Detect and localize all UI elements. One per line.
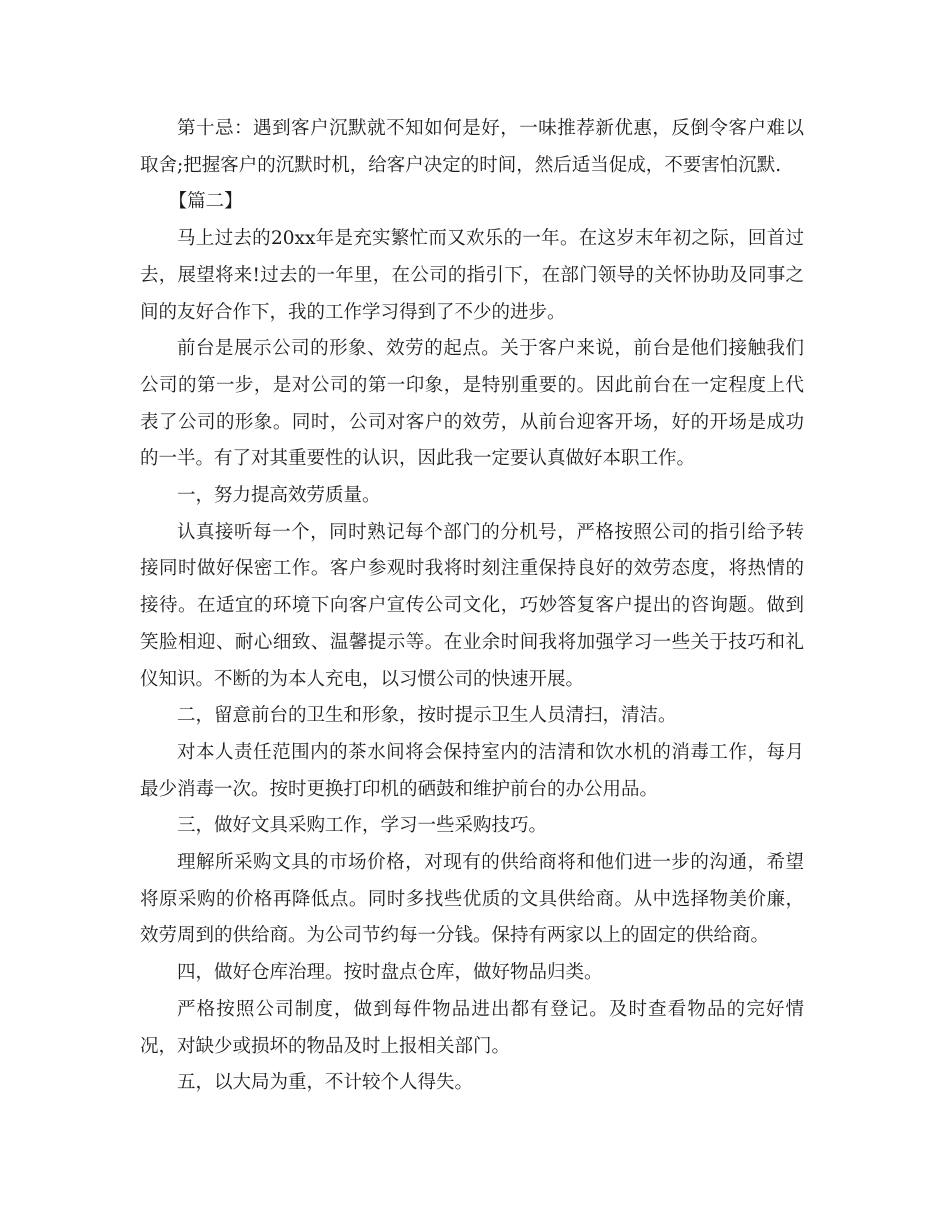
paragraph-purchasing: 理解所采购文具的市场价格，对现有的供给商将和他们进一步的沟通，希望将原采购的价格再降低点。同时多找些优质的文具供给商。从中选择物美价廉，效劳周到的供给商。为公司节约每一分钱。保持有两家以上的固定的供给商。 [140, 852, 804, 947]
document-page [140, 111, 804, 1102]
paragraph-warehouse: 严格按照公司制度，做到每件物品进出都有登记。及时查看物品的完好情况，对缺少或损坏的物品及时上报相关部门。 [140, 998, 804, 1057]
paragraph-hygiene: 对本人责任范围内的茶水间将会保持室内的洁清和饮水机的消毒工作，每月最少消毒一次。按时更换打印机的硒鼓和维护前台的办公用品。 [140, 741, 804, 800]
item-heading-big-picture: 五，以大局为重，不计较个人得失。 [177, 1072, 474, 1094]
item-heading-warehouse: 四，做好仓库治理。按时盘点仓库，做好物品归类。 [177, 962, 603, 984]
paragraph-year-review: 马上过去的20xx年是充实繁忙而又欢乐的一年。在这岁末年初之际，回首过去，展望将来!过去的一年里，在公司的指引下，在部门领导的关怀协助及同事之间的友好合作下，我的工作学习得到了不少的进步。 [140, 228, 804, 323]
item-heading-purchasing: 三，做好文具采购工作，学习一些采购技巧。 [177, 815, 548, 837]
paragraph-service-quality: 认真接听每一个，同时熟记每个部门的分机号，严格按照公司的指引给予转接同时做好保密工作。客户参观时我将时刻注重保持良好的效劳态度，将热情的接待。在适宜的环境下向客户宣传公司文化，巧妙答复客户提出的咨询题。做到笑脸相迎、耐心细致、温馨提示等。在业余时间我将加强学习一些关于技巧和礼仪知识。不断的为本人充电，以习惯公司的快速开展。 [140, 521, 804, 690]
item-heading-hygiene: 二，留意前台的卫生和形象，按时提示卫生人员清扫，清洁。 [177, 705, 677, 727]
item-heading-service-quality: 一，努力提高效劳质量。 [177, 485, 381, 507]
paragraph-front-desk-role: 前台是展示公司的形象、效劳的起点。关于客户来说，前台是他们接触我们公司的第一步，是对公司的第一印象，是特别重要的。因此前台在一定程度上代表了公司的形象。同时，公司对客户的效劳，从前台迎客开场，好的开场是成功的一半。有了对其重要性的认识，因此我一定要认真做好本职工作。 [140, 338, 804, 470]
section-heading-part-two: 【篇二】 [168, 191, 243, 213]
paragraph-tenth-taboo: 第十忌：遇到客户沉默就不知如何是好，一味推荐新优惠，反倒令客户难以取舍;把握客户的沉默时机，给客户决定的时间，然后适当促成，不要害怕沉默. [140, 118, 804, 176]
